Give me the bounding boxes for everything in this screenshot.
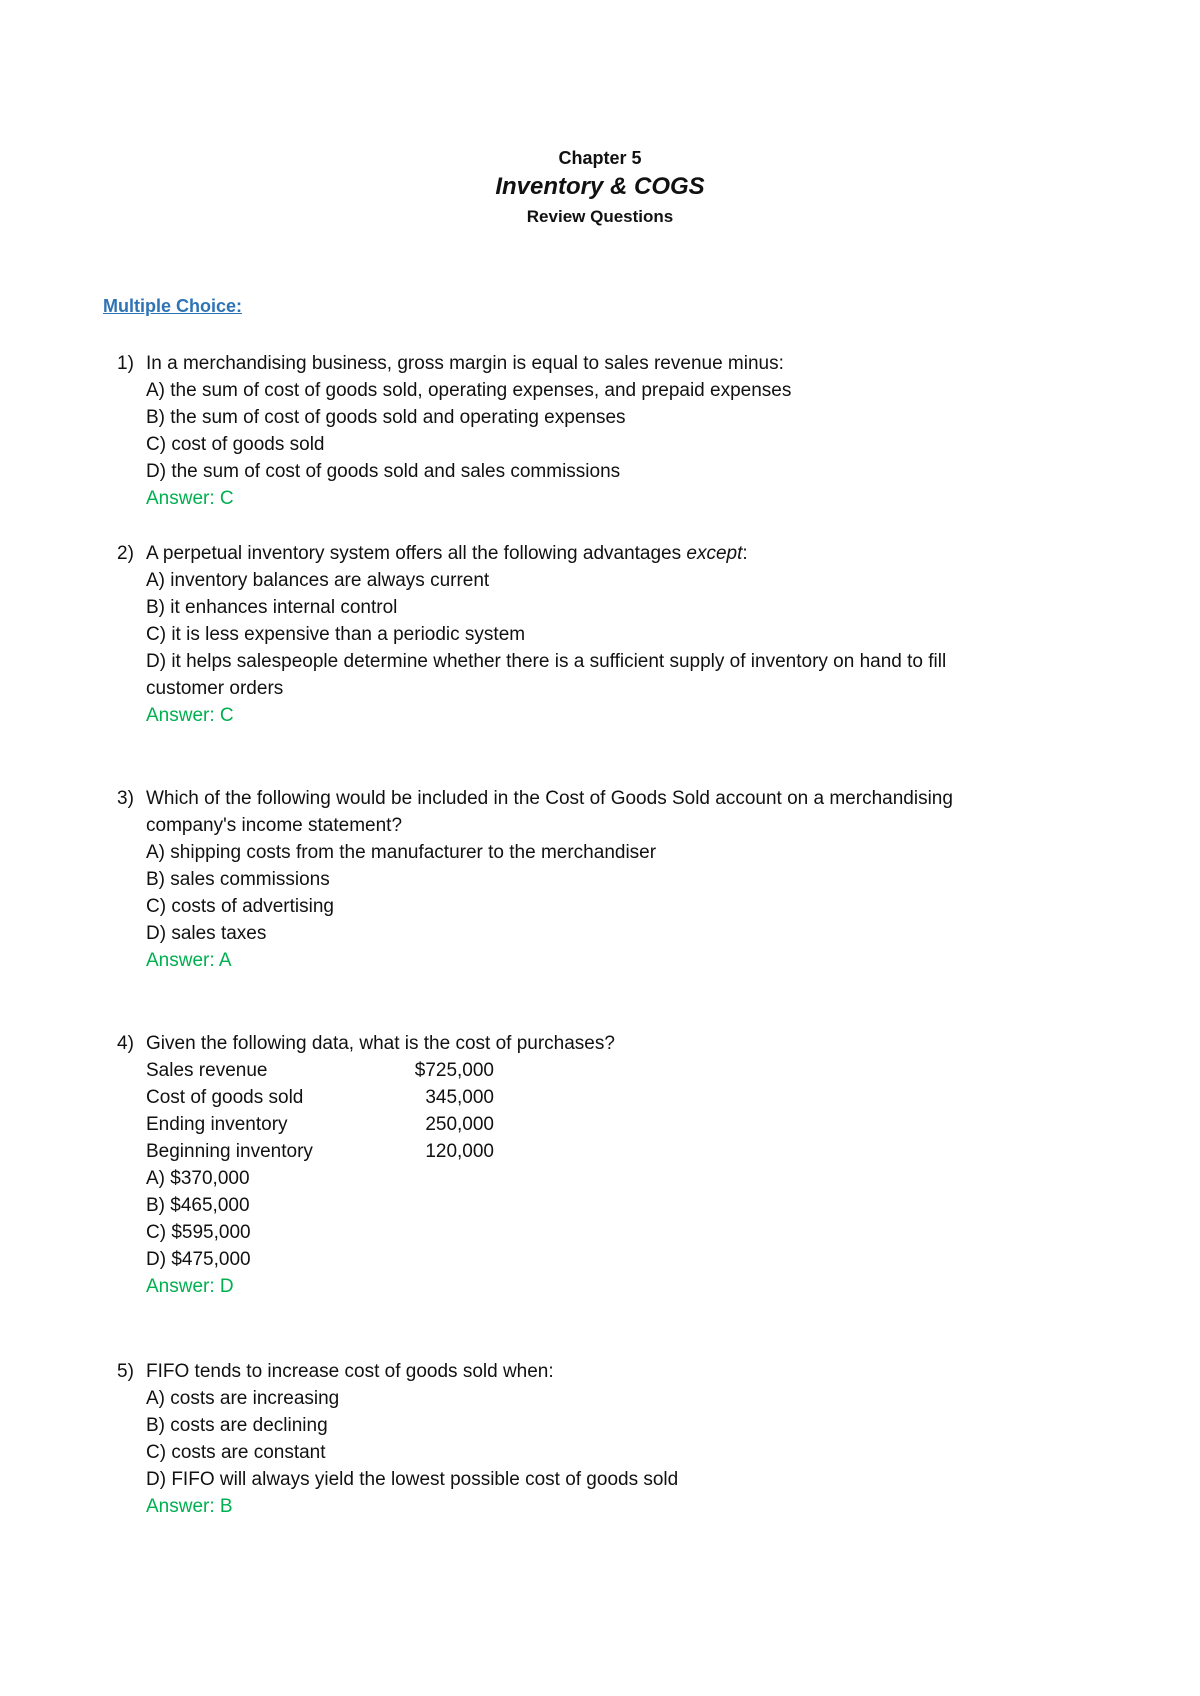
review-subtitle: Review Questions [526, 207, 674, 226]
data-row-beginning-inventory [117, 1138, 1047, 1165]
option-d-continued: customer orders [146, 678, 284, 699]
question-number: 5) [117, 1361, 134, 1382]
option-d: D) it helps salespeople determine whether there is a sufficient supply of inventory on hand to fill [146, 651, 947, 672]
data-value: 120,000 [425, 1141, 494, 1162]
option-c: C) costs of advertising [146, 896, 334, 917]
question-text: FIFO tends to increase cost of goods sold when: [146, 1361, 554, 1382]
option-b: B) $465,000 [146, 1195, 250, 1216]
question-2 [117, 540, 1047, 729]
question-text: Which of the following would be included in the Cost of Goods Sold account on a merchandising [146, 788, 953, 809]
answer: Answer: C [146, 488, 234, 509]
data-value: $725,000 [414, 1060, 494, 1081]
option-c: C) costs are constant [146, 1442, 326, 1463]
answer: Answer: C [146, 705, 234, 726]
question-5 [117, 1358, 1047, 1520]
option-d: D) FIFO will always yield the lowest possible cost of goods sold [146, 1469, 679, 1490]
question-number: 2) [117, 543, 134, 564]
option-a: A) costs are increasing [146, 1388, 340, 1409]
question-1 [117, 350, 1047, 512]
question-text-end: : [742, 543, 748, 564]
option-d: D) $475,000 [146, 1249, 251, 1270]
answer: Answer: B [146, 1496, 233, 1517]
option-b: B) costs are declining [146, 1415, 328, 1436]
question-text: In a merchandising business, gross margin is equal to sales revenue minus: [146, 353, 784, 374]
document-title-block [0, 146, 1200, 230]
chapter-label: Chapter 5 [558, 148, 642, 168]
data-label: Cost of goods sold [146, 1087, 304, 1108]
option-d: D) sales taxes [146, 923, 267, 944]
option-d: D) the sum of cost of goods sold and sales commissions [146, 461, 621, 482]
option-c: C) it is less expensive than a periodic system [146, 624, 526, 645]
answer: Answer: A [146, 950, 232, 971]
option-c: C) cost of goods sold [146, 434, 325, 455]
data-label: Sales revenue [146, 1060, 268, 1081]
option-c: C) $595,000 [146, 1222, 251, 1243]
option-a: A) the sum of cost of goods sold, operating expenses, and prepaid expenses [146, 380, 792, 401]
option-b: B) the sum of cost of goods sold and operating expenses [146, 407, 626, 428]
question-text: Given the following data, what is the cost of purchases? [146, 1033, 615, 1054]
option-a: A) $370,000 [146, 1168, 250, 1189]
option-a: A) shipping costs from the manufacturer to the merchandiser [146, 842, 657, 863]
data-label: Ending inventory [146, 1114, 288, 1135]
question-text-continued: company's income statement? [146, 815, 403, 836]
data-value: 345,000 [425, 1087, 494, 1108]
data-row-ending-inventory [117, 1111, 1047, 1138]
option-b: B) sales commissions [146, 869, 330, 890]
section-heading-multiple-choice: Multiple Choice: [103, 296, 242, 316]
question-text-emphasis: except [686, 543, 743, 564]
question-number: 3) [117, 788, 134, 809]
question-number: 1) [117, 353, 134, 374]
question-number: 4) [117, 1033, 134, 1054]
data-row-sales-revenue [117, 1057, 1047, 1084]
option-a: A) inventory balances are always current [146, 570, 490, 591]
question-4 [117, 1030, 1047, 1300]
answer: Answer: D [146, 1276, 234, 1297]
question-3 [117, 785, 1047, 974]
question-text: A perpetual inventory system offers all the following advantages [146, 543, 687, 564]
data-row-cost-of-goods-sold [117, 1084, 1047, 1111]
chapter-subject: Inventory & COGS [495, 173, 705, 200]
data-label: Beginning inventory [146, 1141, 313, 1162]
data-value: 250,000 [425, 1114, 494, 1135]
option-b: B) it enhances internal control [146, 597, 398, 618]
